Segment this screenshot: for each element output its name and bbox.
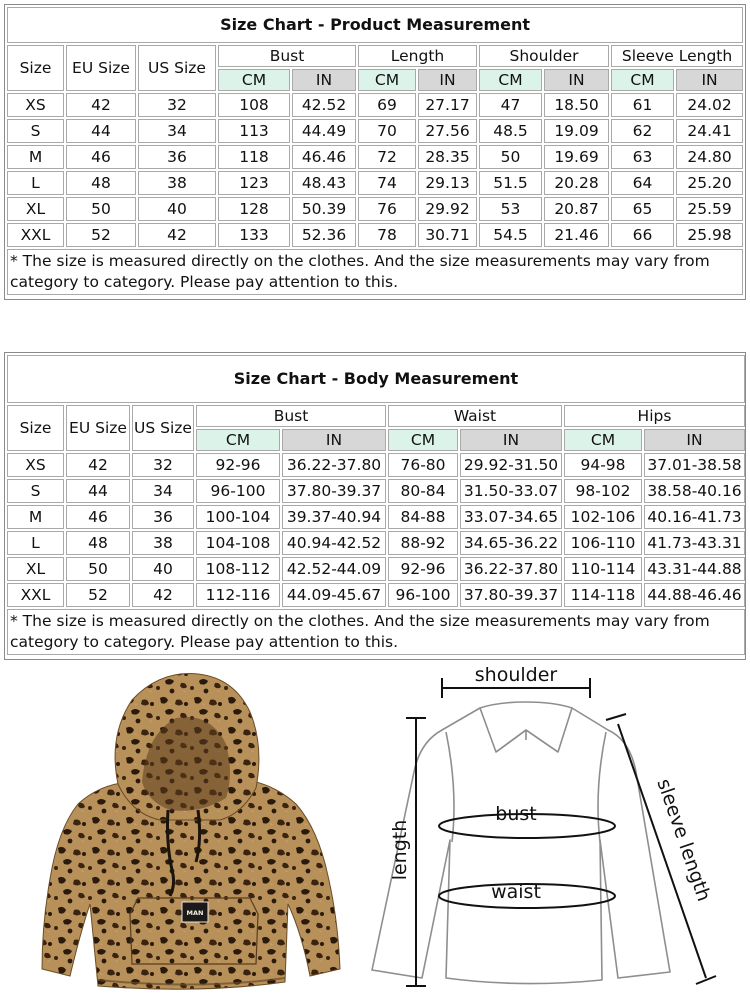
col-bust: Bust: [218, 45, 356, 67]
table-row: [7, 145, 743, 169]
size-cell: XXL: [7, 223, 64, 247]
value-cell: 25.98: [676, 223, 743, 247]
value-cell: 44: [66, 119, 136, 143]
value-cell: 38: [132, 531, 194, 555]
value-cell: 52.36: [292, 223, 356, 247]
value-cell: 34.65-36.22: [460, 531, 562, 555]
value-cell: 61: [611, 93, 674, 117]
value-cell: 50: [479, 145, 542, 169]
value-cell: 37.80-39.37: [460, 583, 562, 607]
value-cell: 40: [132, 557, 194, 581]
value-cell: 108: [218, 93, 290, 117]
col-sleeve-length: Sleeve Length: [611, 45, 743, 67]
value-cell: 54.5: [479, 223, 542, 247]
product-chart-note: * The size is measured directly on the clothes. And the size measurements may vary from category to category. Please pay attention to this.: [7, 249, 743, 295]
value-cell: 88-92: [388, 531, 458, 555]
value-cell: 48: [66, 531, 130, 555]
value-cell: 52: [66, 223, 136, 247]
col-length: Length: [358, 45, 477, 67]
col-eu-size: EU Size: [66, 45, 136, 91]
shoulder-label: shoulder: [474, 664, 558, 686]
size-cell: S: [7, 479, 64, 503]
value-cell: 42: [132, 583, 194, 607]
value-cell: 38: [138, 171, 216, 195]
value-cell: 32: [138, 93, 216, 117]
value-cell: 18.50: [544, 93, 609, 117]
leopard-hoodie-image: [20, 664, 360, 994]
value-cell: 110-114: [564, 557, 642, 581]
unit-in: IN: [418, 69, 477, 91]
size-cell: XXL: [7, 583, 64, 607]
table-row: [7, 93, 743, 117]
value-cell: 123: [218, 171, 290, 195]
value-cell: 40.94-42.52: [282, 531, 386, 555]
value-cell: 29.92: [418, 197, 477, 221]
value-cell: 19.09: [544, 119, 609, 143]
value-cell: 106-110: [564, 531, 642, 555]
col-hips: Hips: [564, 405, 745, 427]
value-cell: 40.16-41.73: [644, 505, 745, 529]
value-cell: 43.31-44.88: [644, 557, 745, 581]
unit-in: IN: [676, 69, 743, 91]
value-cell: 36.22-37.80: [282, 453, 386, 477]
sleeve-length-label: sleeve length: [652, 775, 715, 905]
unit-cm: CM: [218, 69, 290, 91]
value-cell: 48: [66, 171, 136, 195]
value-cell: 51.5: [479, 171, 542, 195]
table-row: [7, 171, 743, 195]
unit-in: IN: [282, 429, 386, 451]
value-cell: 37.80-39.37: [282, 479, 386, 503]
value-cell: 36: [132, 505, 194, 529]
value-cell: 31.50-33.07: [460, 479, 562, 503]
value-cell: 47: [479, 93, 542, 117]
unit-cm: CM: [479, 69, 542, 91]
unit-in: IN: [644, 429, 745, 451]
value-cell: 28.35: [418, 145, 477, 169]
value-cell: 36.22-37.80: [460, 557, 562, 581]
value-cell: 42: [66, 93, 136, 117]
table-row: [7, 479, 745, 503]
value-cell: 96-100: [196, 479, 280, 503]
table-row: [7, 505, 745, 529]
value-cell: 98-102: [564, 479, 642, 503]
value-cell: 118: [218, 145, 290, 169]
value-cell: 48.43: [292, 171, 356, 195]
size-cell: XS: [7, 453, 64, 477]
value-cell: 29.13: [418, 171, 477, 195]
value-cell: 41.73-43.31: [644, 531, 745, 555]
value-cell: 108-112: [196, 557, 280, 581]
body-chart-note: * The size is measured directly on the clothes. And the size measurements may vary from category to category. Please pay attention to this.: [7, 609, 745, 655]
col-us-size: US Size: [132, 405, 194, 451]
value-cell: 92-96: [196, 453, 280, 477]
value-cell: 48.5: [479, 119, 542, 143]
col-shoulder: Shoulder: [479, 45, 609, 67]
value-cell: 27.56: [418, 119, 477, 143]
size-cell: L: [7, 171, 64, 195]
value-cell: 46: [66, 145, 136, 169]
value-cell: 96-100: [388, 583, 458, 607]
value-cell: 133: [218, 223, 290, 247]
product-size-table: [5, 5, 745, 297]
col-size: Size: [7, 405, 64, 451]
col-waist: Waist: [388, 405, 562, 427]
value-cell: 42.52: [292, 93, 356, 117]
value-cell: 20.28: [544, 171, 609, 195]
value-cell: 100-104: [196, 505, 280, 529]
value-cell: 112-116: [196, 583, 280, 607]
value-cell: 94-98: [564, 453, 642, 477]
value-cell: 50: [66, 557, 130, 581]
table-row: [7, 557, 745, 581]
value-cell: 70: [358, 119, 416, 143]
value-cell: 44.49: [292, 119, 356, 143]
value-cell: 40: [138, 197, 216, 221]
size-cell: M: [7, 505, 64, 529]
value-cell: 33.07-34.65: [460, 505, 562, 529]
value-cell: 37.01-38.58: [644, 453, 745, 477]
waist-label: waist: [491, 881, 541, 903]
value-cell: 74: [358, 171, 416, 195]
value-cell: 76: [358, 197, 416, 221]
body-size-table: [5, 353, 747, 657]
value-cell: 52: [66, 583, 130, 607]
value-cell: 42: [66, 453, 130, 477]
value-cell: 36: [138, 145, 216, 169]
value-cell: 42: [138, 223, 216, 247]
value-cell: 50: [66, 197, 136, 221]
bust-label: bust: [495, 803, 537, 825]
value-cell: 32: [132, 453, 194, 477]
body-table-body: [7, 453, 745, 607]
table-row: [7, 119, 743, 143]
size-cell: XS: [7, 93, 64, 117]
value-cell: 72: [358, 145, 416, 169]
value-cell: 24.02: [676, 93, 743, 117]
body-chart-title: Size Chart - Body Measurement: [7, 355, 745, 403]
value-cell: 21.46: [544, 223, 609, 247]
value-cell: 24.80: [676, 145, 743, 169]
unit-in: IN: [544, 69, 609, 91]
value-cell: 104-108: [196, 531, 280, 555]
value-cell: 76-80: [388, 453, 458, 477]
size-cell: M: [7, 145, 64, 169]
value-cell: 114-118: [564, 583, 642, 607]
value-cell: 65: [611, 197, 674, 221]
col-bust: Bust: [196, 405, 386, 427]
value-cell: 44.09-45.67: [282, 583, 386, 607]
value-cell: 69: [358, 93, 416, 117]
value-cell: 84-88: [388, 505, 458, 529]
measurement-diagram: [350, 660, 750, 1000]
value-cell: 29.92-31.50: [460, 453, 562, 477]
value-cell: 25.59: [676, 197, 743, 221]
value-cell: 20.87: [544, 197, 609, 221]
value-cell: 62: [611, 119, 674, 143]
value-cell: 38.58-40.16: [644, 479, 745, 503]
value-cell: 34: [132, 479, 194, 503]
value-cell: 30.71: [418, 223, 477, 247]
value-cell: 44.88-46.46: [644, 583, 745, 607]
value-cell: 80-84: [388, 479, 458, 503]
unit-cm: CM: [358, 69, 416, 91]
value-cell: 25.20: [676, 171, 743, 195]
value-cell: 92-96: [388, 557, 458, 581]
value-cell: 44: [66, 479, 130, 503]
value-cell: 128: [218, 197, 290, 221]
hoodie-label-text: MAN: [186, 909, 204, 917]
product-table-body: [7, 93, 743, 247]
value-cell: 113: [218, 119, 290, 143]
value-cell: 39.37-40.94: [282, 505, 386, 529]
value-cell: 24.41: [676, 119, 743, 143]
size-cell: XL: [7, 197, 64, 221]
table-row: [7, 583, 745, 607]
value-cell: 46: [66, 505, 130, 529]
value-cell: 78: [358, 223, 416, 247]
col-eu-size: EU Size: [66, 405, 130, 451]
value-cell: 50.39: [292, 197, 356, 221]
product-measurement-chart: [4, 4, 746, 300]
unit-cm: CM: [196, 429, 280, 451]
unit-cm: CM: [564, 429, 642, 451]
table-row: [7, 223, 743, 247]
value-cell: 66: [611, 223, 674, 247]
value-cell: 19.69: [544, 145, 609, 169]
value-cell: 42.52-44.09: [282, 557, 386, 581]
table-row: [7, 197, 743, 221]
unit-cm: CM: [388, 429, 458, 451]
value-cell: 34: [138, 119, 216, 143]
value-cell: 46.46: [292, 145, 356, 169]
col-us-size: US Size: [138, 45, 216, 91]
unit-in: IN: [460, 429, 562, 451]
size-cell: XL: [7, 557, 64, 581]
value-cell: 102-106: [564, 505, 642, 529]
value-cell: 63: [611, 145, 674, 169]
table-row: [7, 453, 745, 477]
unit-in: IN: [292, 69, 356, 91]
value-cell: 27.17: [418, 93, 477, 117]
size-cell: S: [7, 119, 64, 143]
value-cell: 64: [611, 171, 674, 195]
value-cell: 53: [479, 197, 542, 221]
unit-cm: CM: [611, 69, 674, 91]
body-measurement-chart: [4, 352, 746, 660]
col-size: Size: [7, 45, 64, 91]
table-row: [7, 531, 745, 555]
product-chart-title: Size Chart - Product Measurement: [7, 7, 743, 43]
length-label: length: [389, 819, 411, 881]
size-cell: L: [7, 531, 64, 555]
